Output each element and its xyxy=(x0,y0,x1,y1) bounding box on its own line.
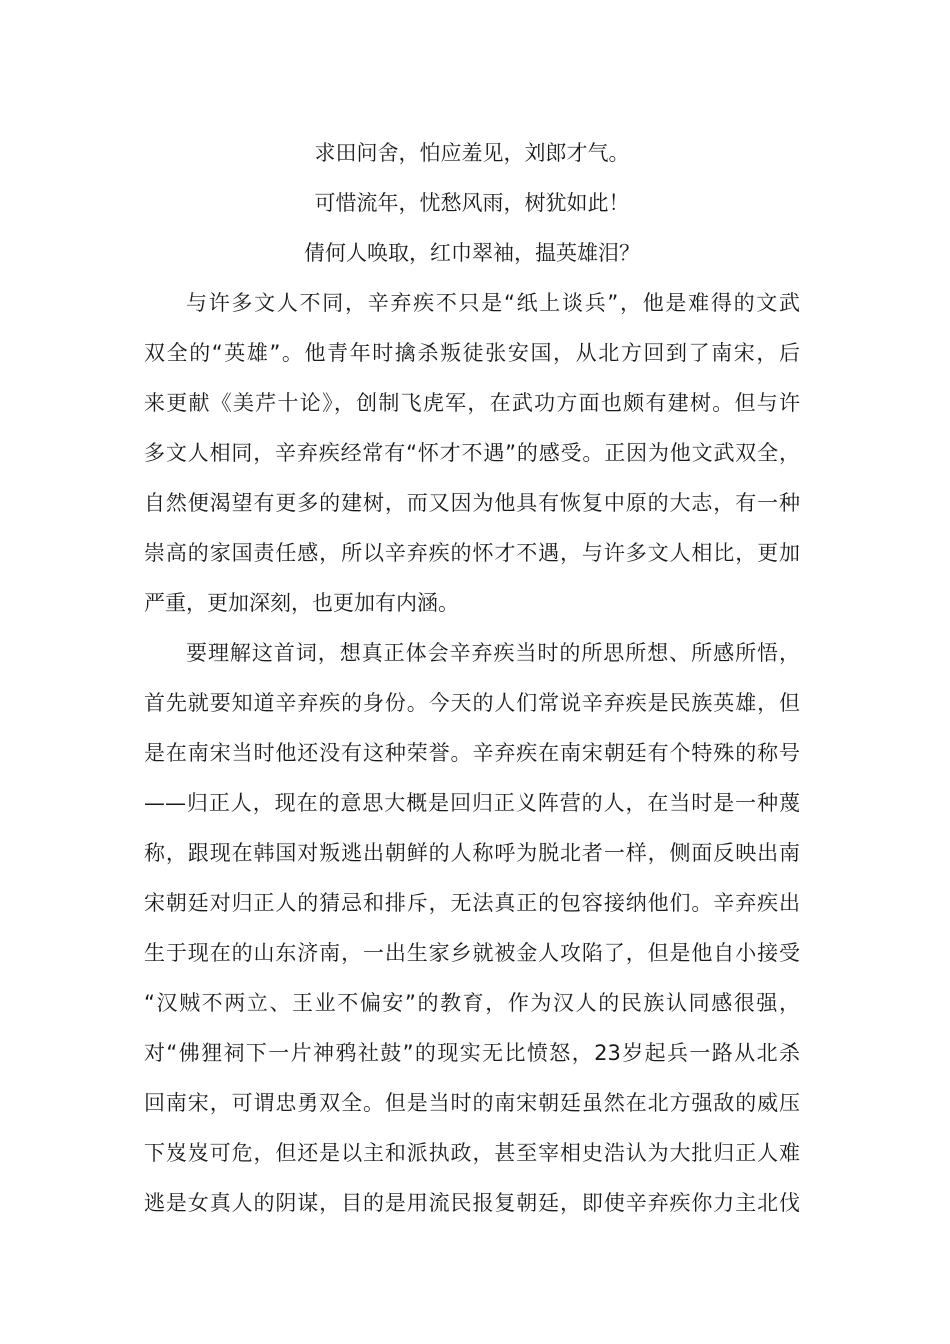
paragraph-line: 崇高的家国责任感，所以辛弃疾的怀才不遇，与许多文人相比，更加 xyxy=(144,541,800,565)
paragraph-line: 称，跟现在韩国对叛逃出朝鲜的人称呼为脱北者一样，侧面反映出南 xyxy=(144,841,800,865)
paragraph-line: 生于现在的山东济南，一出生家乡就被金人攻陷了，但是他自小接受 xyxy=(144,941,800,965)
paragraph-line: 下岌岌可危，但还是以主和派执政，甚至宰相史浩认为大批归正人难 xyxy=(144,1141,800,1165)
paragraph-line: 首先就要知道辛弃疾的身份。今天的人们常说辛弃疾是民族英雄，但 xyxy=(144,691,800,715)
paragraph-line: 与许多文人不同，辛弃疾不只是“纸上谈兵”，他是难得的文武 xyxy=(186,291,800,315)
paragraph-line: 要理解这首词，想真正体会辛弃疾当时的所思所想、所感所悟， xyxy=(186,641,800,665)
poem-line: 倩何人唤取，红巾翠袖，揾英雄泪？ xyxy=(304,241,640,265)
paragraph-identity-background xyxy=(144,628,800,1228)
paragraph-line: 多文人相同，辛弃疾经常有“怀才不遇”的感受。正因为他文武双全， xyxy=(144,441,800,465)
paragraph-line: 双全的“英雄”。他青年时擒杀叛徒张安国，从北方回到了南宋，后 xyxy=(144,341,800,365)
poem-stanza xyxy=(144,128,800,278)
paragraph-line: 来更献《美芹十论》，创制飞虎军，在武功方面也颇有建树。但与许 xyxy=(144,391,800,415)
paragraph-line: “汉贼不两立、王业不偏安”的教育，作为汉人的民族认同感很强， xyxy=(144,991,800,1015)
poem-line: 求田问舍，怕应羞见，刘郎才气。 xyxy=(314,141,630,165)
paragraph-line: 逃是女真人的阴谋，目的是用流民报复朝廷，即使辛弃疾你力主北伐 xyxy=(144,1191,800,1215)
paragraph-line: 宋朝廷对归正人的猜忌和排斥，无法真正的包容接纳他们。辛弃疾出 xyxy=(144,891,800,915)
paragraph-line: ——归正人，现在的意思大概是回归正义阵营的人，在当时是一种蔑 xyxy=(144,791,800,815)
paragraph-line: 自然便渴望有更多的建树，而又因为他具有恢复中原的大志，有一种 xyxy=(144,491,800,515)
poem-line: 可惜流年，忧愁风雨，树犹如此！ xyxy=(314,191,630,215)
page-content xyxy=(144,128,800,1228)
paragraph-line: 回南宋，可谓忠勇双全。但是当时的南宋朝廷虽然在北方强敌的威压 xyxy=(144,1091,800,1115)
paragraph-line: 是在南宋当时他还没有这种荣誉。辛弃疾在南宋朝廷有个特殊的称号 xyxy=(144,741,800,765)
paragraph-line: 对“佛狸祠下一片神鸦社鼓”的现实无比愤怒，23岁起兵一路从北杀 xyxy=(144,1041,800,1065)
paragraph-hero-identity xyxy=(144,278,800,628)
paragraph-line: 严重，更加深刻，也更加有内涵。 xyxy=(144,591,459,615)
